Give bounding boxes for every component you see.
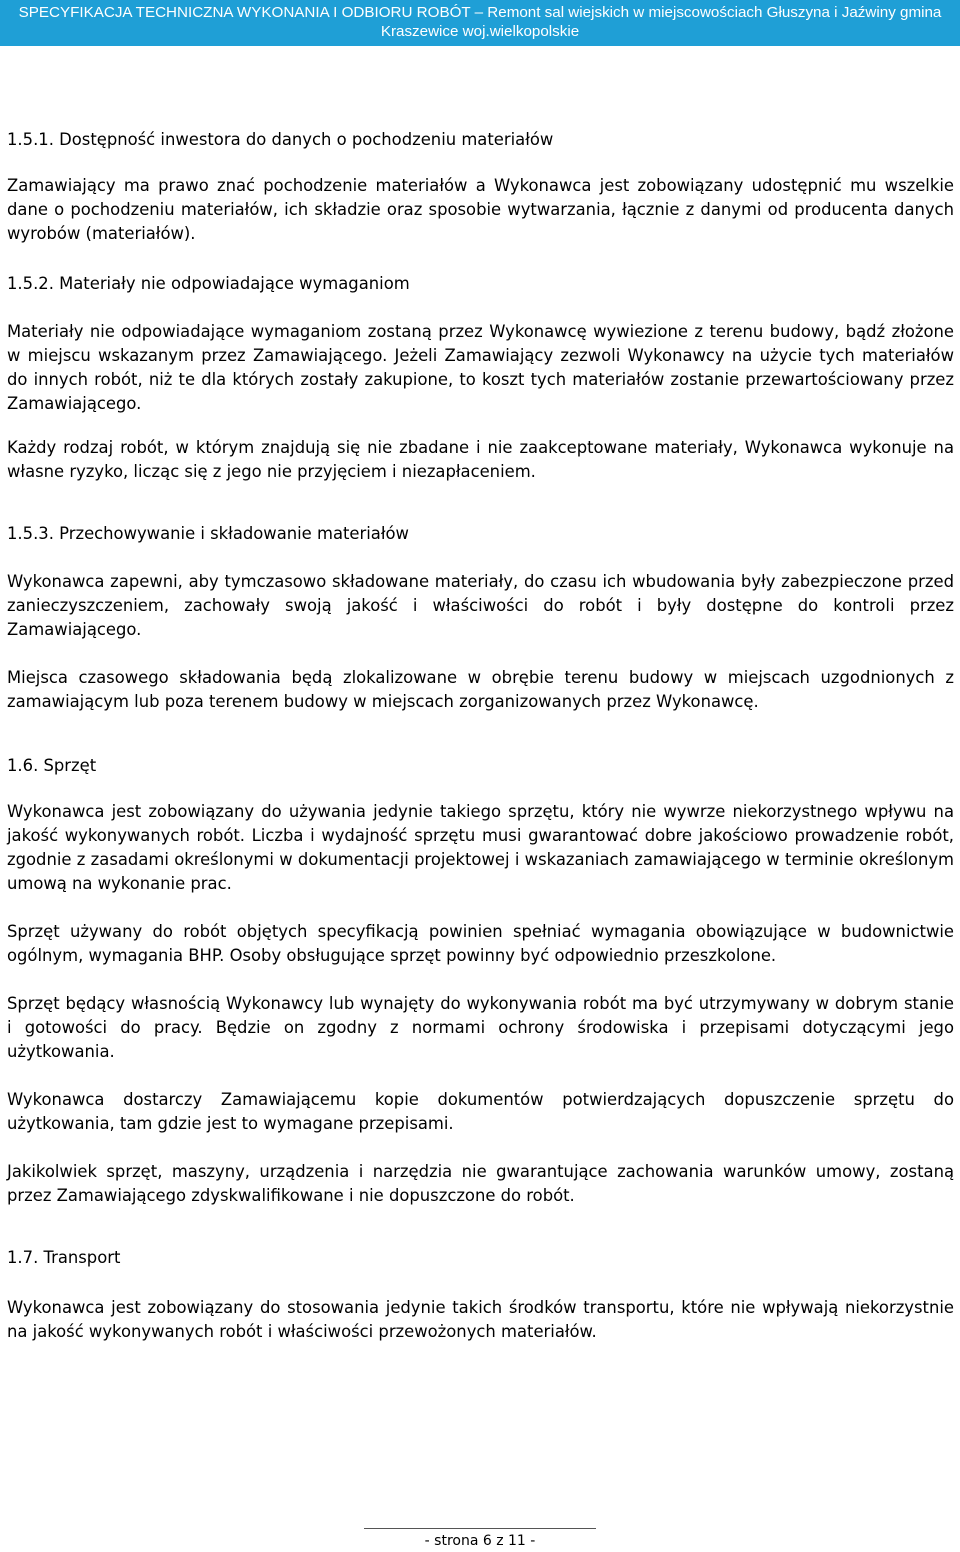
paragraph: Materiały nie odpowiadające wymaganiom zostaną przez Wykonawcę wywiezione z terenu budowy, bądź złożone w miejscu wskazanym przez Zamawiającego. Jeżeli Zamawiający zezwoli Wykonawcy na użycie tych materiałów do innych robót, niż te dla których zostały zakupione, to koszt tych materiałów zostanie przewartościowany przez Zamawiającego. [7, 322, 954, 413]
paragraph: Każdy rodzaj robót, w którym znajdują się nie zbadane i nie zaakceptowane materiały, Wykonawca wykonuje na własne ryzyko, licząc się z jego nie przyjęciem i niezapłaceniem. [7, 438, 954, 481]
paragraph: Jakikolwiek sprzęt, maszyny, urządzenia i narzędzia nie gwarantujące zachowania warunków umowy, zostaną przez Zamawiającego zdyskwalifikowane i nie dopuszczone do robót. [7, 1162, 954, 1205]
paragraph: Zamawiający ma prawo znać pochodzenie materiałów a Wykonawca jest zobowiązany udostępnić mu wszelkie dane o pochodzeniu materiałów, ich składzie oraz sposobie wytwarzania, łącznie z danymi od producenta danych wyrobów (materiałów). [7, 176, 954, 243]
page-number: - strona 6 z 11 - [424, 1533, 536, 1549]
document-body [7, 128, 954, 1344]
section-heading-1-6: 1.6. Sprzęt [7, 756, 97, 775]
section-heading-1-5-2: 1.5.2. Materiały nie odpowiadające wymaganiom [7, 274, 410, 293]
section-heading-1-7: 1.7. Transport [7, 1248, 121, 1267]
section-heading-1-5-1: 1.5.1. Dostępność inwestora do danych o pochodzeniu materiałów [7, 130, 554, 149]
footer-divider [364, 1528, 596, 1529]
paragraph: Wykonawca zapewni, aby tymczasowo składowane materiały, do czasu ich wbudowania były zabezpieczone przed zanieczyszczeniem, zachowały swoją jakość i właściwości do robót i były dostępne do kontroli przez Zamawiającego. [7, 572, 954, 639]
paragraph: Sprzęt używany do robót objętych specyfikacją powinien spełniać wymagania obowiązujące w budownictwie ogólnym, wymagania BHP. Osoby obsługujące sprzęt powinny być odpowiednio przeszkolone. [7, 922, 954, 965]
paragraph: Wykonawca dostarczy Zamawiającemu kopie dokumentów potwierdzających dopuszczenie sprzętu do użytkowania, tam gdzie jest to wymagane przepisami. [7, 1090, 954, 1133]
document-header [0, 0, 960, 46]
page-footer [0, 1528, 960, 1549]
section-heading-1-5-3: 1.5.3. Przechowywanie i składowanie materiałów [7, 524, 409, 543]
paragraph: Wykonawca jest zobowiązany do używania jedynie takiego sprzętu, który nie wywrze niekorzystnego wpływu na jakość wykonywanych robót. Liczba i wydajność sprzętu musi gwarantować dobre jakościowo prowadzenie robót, zgodnie z zasadami określonymi w dokumentacji projektowej i wskazaniach zamawiającego w terminie określonym umową na wykonanie prac. [7, 802, 954, 893]
paragraph: Sprzęt będący własnością Wykonawcy lub wynajęty do wykonywania robót ma być utrzymywany w dobrym stanie i gotowości do pracy. Będzie on zgodny z normami ochrony środowiska i przepisami dotyczącymi jego użytkowania. [7, 994, 954, 1061]
paragraph: Wykonawca jest zobowiązany do stosowania jedynie takich środków transportu, które nie wpływają niekorzystnie na jakość wykonywanych robót i właściwości przewożonych materiałów. [7, 1298, 954, 1341]
header-title-line-1: SPECYFIKACJA TECHNICZNA WYKONANIA I ODBIORU ROBÓT – Remont sal wiejskich w miejscowościach Głuszyna i Jaźwiny gmina [18, 4, 942, 21]
header-title-line-2: Kraszewice woj.wielkopolskie [380, 23, 580, 40]
paragraph: Miejsca czasowego składowania będą zlokalizowane w obrębie terenu budowy w miejscach uzgodnionych z zamawiającym lub poza terenem budowy w miejscach zorganizowanych przez Wykonawcę. [7, 668, 954, 711]
